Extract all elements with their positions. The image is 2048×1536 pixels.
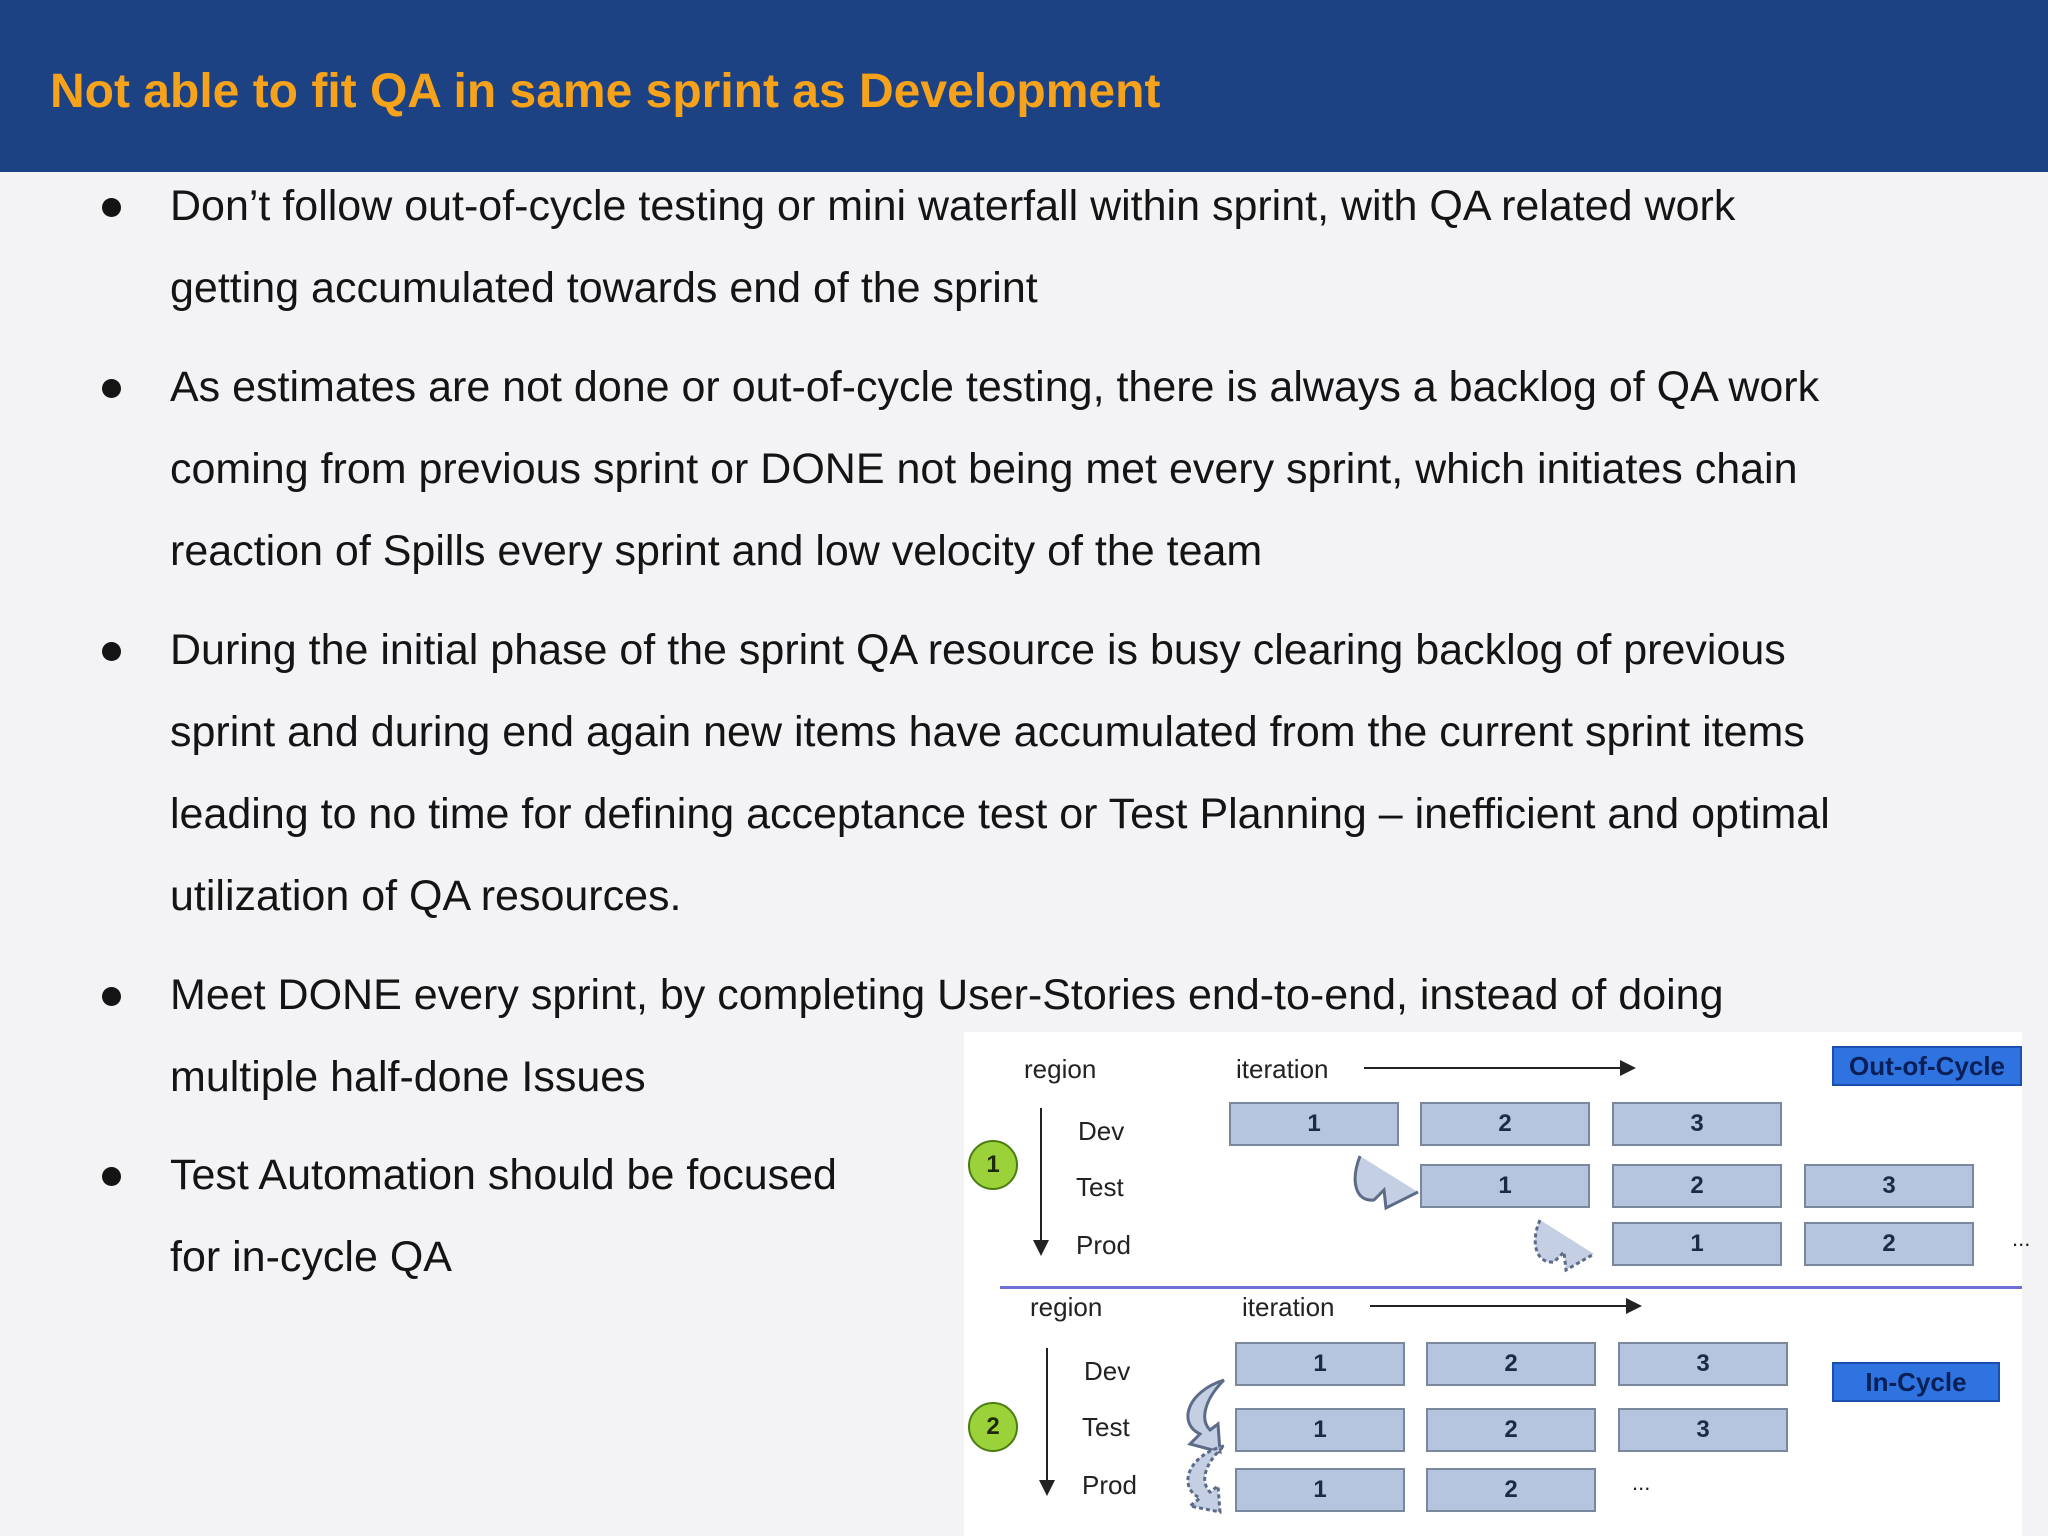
- in-cycle-tag: In-Cycle: [1832, 1362, 2000, 1402]
- iteration-box: 2: [1612, 1164, 1782, 1208]
- bullet-line: for in-cycle QA: [170, 1233, 452, 1281]
- iteration-label: iteration: [1242, 1292, 1335, 1322]
- iteration-box: 1: [1229, 1102, 1399, 1146]
- iteration-box: 2: [1426, 1468, 1596, 1512]
- iteration-box: 2: [1804, 1222, 1974, 1266]
- bullet-dot-icon: [102, 379, 121, 398]
- bullet-line: getting accumulated towards end of the sprint: [170, 264, 1038, 312]
- bullet-item: [170, 346, 1819, 592]
- bullet-dot-icon: [102, 198, 121, 217]
- row-label-prod: Prod: [1082, 1470, 1137, 1500]
- marker-2-badge: 2: [968, 1402, 1018, 1452]
- title-bar: [0, 0, 2048, 172]
- iteration-box: 1: [1420, 1164, 1590, 1208]
- ellipsis: ...: [1632, 1470, 1651, 1495]
- iteration-box: 2: [1426, 1342, 1596, 1386]
- row-label-prod: Prod: [1076, 1230, 1131, 1260]
- iteration-box: 3: [1612, 1102, 1782, 1146]
- iteration-box: 1: [1235, 1342, 1405, 1386]
- bullet-line: coming from previous sprint or DONE not being met every sprint, which initiates chain: [170, 445, 1798, 493]
- ellipsis: ...: [2012, 1226, 2031, 1251]
- iteration-label: iteration: [1236, 1054, 1329, 1084]
- marker-1-badge: 1: [968, 1140, 1018, 1190]
- section-divider: [1000, 1286, 2022, 1289]
- iteration-box: 2: [1426, 1408, 1596, 1452]
- iteration-box: 3: [1618, 1408, 1788, 1452]
- bullet-dot-icon: [102, 987, 121, 1006]
- iteration-box: 3: [1804, 1164, 1974, 1208]
- bullet-item: [170, 1134, 837, 1298]
- iteration-box: 2: [1420, 1102, 1590, 1146]
- bullet-line: During the initial phase of the sprint QA resource is busy clearing backlog of previous: [170, 626, 1786, 674]
- bullet-line: As estimates are not done or out-of-cycle testing, there is always a backlog of QA work: [170, 363, 1820, 411]
- bullet-dot-icon: [102, 642, 121, 661]
- row-label-dev: Dev: [1078, 1116, 1125, 1146]
- iteration-box: 1: [1235, 1468, 1405, 1512]
- bullet-item: [170, 609, 1830, 937]
- bullet-line: Test Automation should be focused: [170, 1151, 837, 1199]
- bullet-line: reaction of Spills every sprint and low velocity of the team: [170, 527, 1263, 575]
- row-label-test: Test: [1082, 1412, 1130, 1442]
- bullet-line: utilization of QA resources.: [170, 872, 682, 920]
- region-label: region: [1030, 1292, 1103, 1322]
- slide-title: Not able to fit QA in same sprint as Development: [50, 65, 1161, 118]
- bullet-line: leading to no time for defining acceptance test or Test Planning – inefficient and optimal: [170, 790, 1830, 838]
- row-label-dev: Dev: [1084, 1356, 1131, 1386]
- iteration-box: 1: [1235, 1408, 1405, 1452]
- iteration-box: 1: [1612, 1222, 1782, 1266]
- bullet-item: [170, 165, 1735, 329]
- region-label: region: [1024, 1054, 1097, 1084]
- bullet-line: sprint and during end again new items have accumulated from the current sprint items: [170, 708, 1805, 756]
- iteration-box: 3: [1618, 1342, 1788, 1386]
- out-of-cycle-tag: Out-of-Cycle: [1832, 1046, 2022, 1086]
- bullet-line: Meet DONE every sprint, by completing User-Stories end-to-end, instead of doing: [170, 971, 1724, 1019]
- cycle-diagram: [964, 1032, 2031, 1536]
- bullet-line: Don’t follow out-of-cycle testing or mini waterfall within sprint, with QA related work: [170, 182, 1736, 230]
- bullet-dot-icon: [102, 1167, 121, 1186]
- bullet-line: multiple half-done Issues: [170, 1053, 646, 1101]
- row-label-test: Test: [1076, 1172, 1124, 1202]
